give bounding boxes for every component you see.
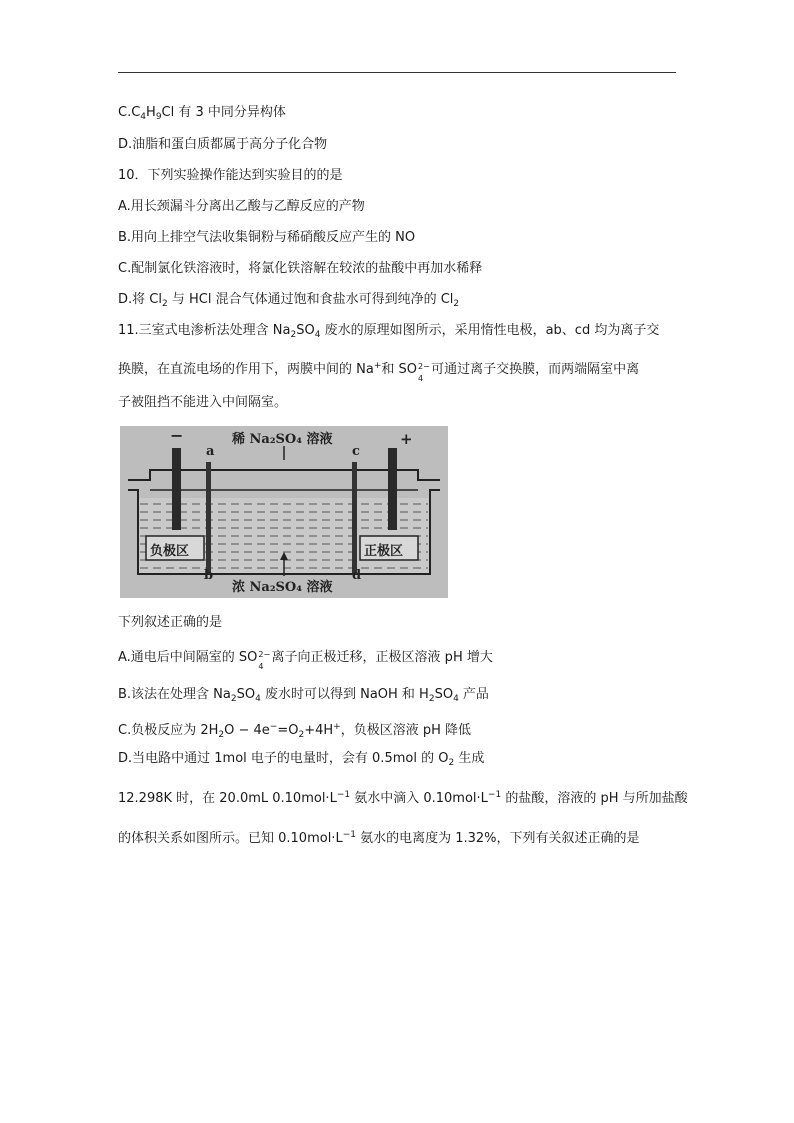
option-c-isomers: $C.C_4H_9Cl$ 有 3 中同分异构体 bbox=[118, 105, 286, 122]
question-11-option-d: D.当电路中通过 1mol 电子的电量时，会有 0.5mol 的 $O_2$ 生成 bbox=[118, 751, 485, 768]
option-d-polymers: D.油脂和蛋白质都属于高分子化合物 bbox=[118, 137, 328, 152]
concentrated-solution-label: 浓 Na₂SO₄ 溶液 bbox=[232, 580, 333, 595]
question-10-option-d: D.将 $Cl_2$ 与 HCl 混合气体通过饱和食盐水可得到纯净的 $Cl_2$ bbox=[118, 292, 460, 309]
positive-zone-label: 正极区 bbox=[364, 544, 404, 559]
membrane-label-c: c bbox=[352, 444, 360, 459]
question-10: 10．下列实验操作能达到实验目的的是 bbox=[118, 168, 343, 183]
header-rule bbox=[118, 72, 676, 73]
question-11-option-b: B.该法在处理含 $Na_2SO_4$ 废水时可以得到 NaOH 和 $H_2SO_4$ 产品 bbox=[118, 687, 489, 704]
electrodialysis-figure bbox=[120, 426, 448, 598]
question-12-line1: 12.298K 时，在 20.0mL $0.10mol\cdot L^{-1}$ 氨水中滴入 $0.10mol\cdot L^{-1}$ 的盐酸，溶液的 pH 与所加盐酸 bbox=[118, 790, 688, 806]
negative-zone-label: 负极区 bbox=[150, 544, 190, 559]
plus-sign: + bbox=[400, 430, 413, 448]
membrane-label-b: b bbox=[204, 568, 214, 583]
question-10-option-c: C.配制氯化铁溶液时，将氯化铁溶解在较浓的盐酸中再加水稀释 bbox=[118, 261, 483, 276]
question-11-stem: 下列叙述正确的是 bbox=[118, 615, 223, 630]
membrane-label-d: d bbox=[352, 568, 362, 583]
question-10-option-a: A.用长颈漏斗分离出乙酸与乙醇反应的产物 bbox=[118, 199, 365, 214]
dilute-solution-label: 稀 Na₂SO₄ 溶液 bbox=[232, 432, 333, 447]
question-11-option-c: C.负极反应为 $2H_2O - 4e^-=O_2+4H^+$，负极区溶液 pH 降低 bbox=[118, 722, 471, 740]
question-12-line2: 的体积关系如图所示。已知 $0.10mol\cdot L^{-1}$ 氨水的电离度为 1.32%，下列有关叙述正确的是 bbox=[118, 830, 640, 846]
membrane-label-a: a bbox=[206, 444, 215, 459]
minus-sign: − bbox=[170, 426, 184, 445]
question-11-option-a: A.通电后中间隔室的 SO 2− 4 离子向正极迁移，正极区溶液 pH 增大 bbox=[118, 650, 493, 671]
question-10-option-b: B.用向上排空气法收集铜粉与稀硝酸反应产生的 NO bbox=[118, 230, 416, 245]
question-11-line1: 11.三室式电渗析法处理含 $Na_2SO_4$ 废水的原理如图所示，采用惰性电极，ab、cd 均为离子交 bbox=[118, 323, 660, 340]
question-11-line2: 换膜，在直流电场的作用下，两膜中间的 Na+和 SO 2− 4 可通过离子交换膜，而两端隔室中离 bbox=[118, 361, 640, 383]
electrodialysis-diagram bbox=[120, 426, 448, 598]
question-11-line3: 子被阻挡不能进入中间隔室。 bbox=[118, 395, 288, 410]
